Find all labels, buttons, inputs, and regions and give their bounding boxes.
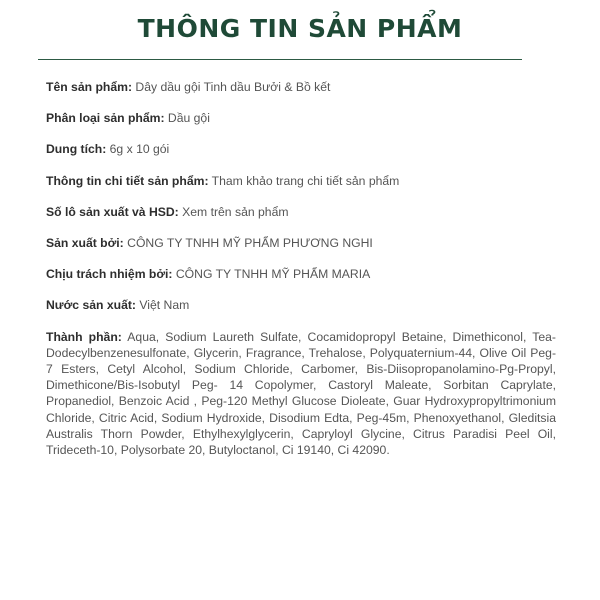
field-value: 6g x 10 gói (109, 142, 170, 157)
field-responsible-party (46, 266, 556, 282)
field-volume (46, 141, 556, 157)
field-value: Việt Nam (139, 298, 190, 313)
field-details (46, 173, 556, 189)
field-product-type (46, 110, 556, 126)
field-value: Xem trên sản phẩm (182, 204, 289, 219)
field-value: Tham khảo trang chi tiết sản phẩm (211, 173, 400, 188)
product-info-list (46, 79, 556, 473)
field-value: Dây dầu gội Tinh dầu Bưởi & Bồ kết (135, 80, 331, 94)
field-manufacturer (46, 235, 556, 251)
field-label: Chịu trách nhiệm bởi: (46, 267, 173, 282)
field-product-name (46, 79, 556, 95)
field-batch-expiry (46, 204, 556, 220)
field-ingredients (46, 329, 556, 459)
field-label: Tên sản phẩm: (46, 80, 133, 94)
field-label: Sản xuất bởi: (46, 235, 124, 250)
field-label: Thành phần: (46, 329, 122, 344)
field-label: Nước sản xuất: (46, 298, 136, 313)
page-title: THÔNG TIN SẢN PHẨM (137, 14, 463, 43)
field-label: Thông tin chi tiết sản phẩm: (46, 173, 209, 188)
field-value: Dầu gội (167, 111, 210, 126)
field-value: CÔNG TY TNHH MỸ PHẨM PHƯƠNG NGHI (127, 235, 373, 250)
field-value: Aqua, Sodium Laureth Sulfate, Cocamidopropyl Betaine, Dimethiconol, Tea-Dodecylbenzenesulfonate, Glycerin, Fragrance, Trehalose, Polyquaternium-44, Olive Oil Peg-7 Esters, Cetyl Alcohol, Sodium Chloride, Carbomer, Bis-Diisopropanolamino-Pg-Propyl, Dimethicone/Bis-Isobutyl Peg- 14 Copolymer, Castoryl Maleate, Sorbitan Caprylate, Propanediol, Benzoic Acid , Peg-120 Methyl Glucose Dioleate, Guar Hydroxypropyltrimonium Chloride, Citric Acid, Sodium Hydroxide, Disodium Edta, Peg-45m, Phenoxyethanol, Gleditsia Australis Thorn Powder, Ethylhexylglycerin, Capryloyl Glycine, Citrus Paradisi Peel Oil, Trideceth-10, Polysorbate 20, Butyloctanol, Ci 19140, Ci 42090. (46, 329, 556, 457)
field-label: Dung tích: (46, 142, 107, 157)
title-divider (38, 59, 522, 60)
field-country (46, 297, 556, 313)
field-value: CÔNG TY TNHH MỸ PHẨM MARIA (175, 267, 371, 282)
field-label: Phân loại sản phẩm: (46, 111, 165, 126)
field-label: Số lô sản xuất và HSD: (46, 204, 179, 219)
